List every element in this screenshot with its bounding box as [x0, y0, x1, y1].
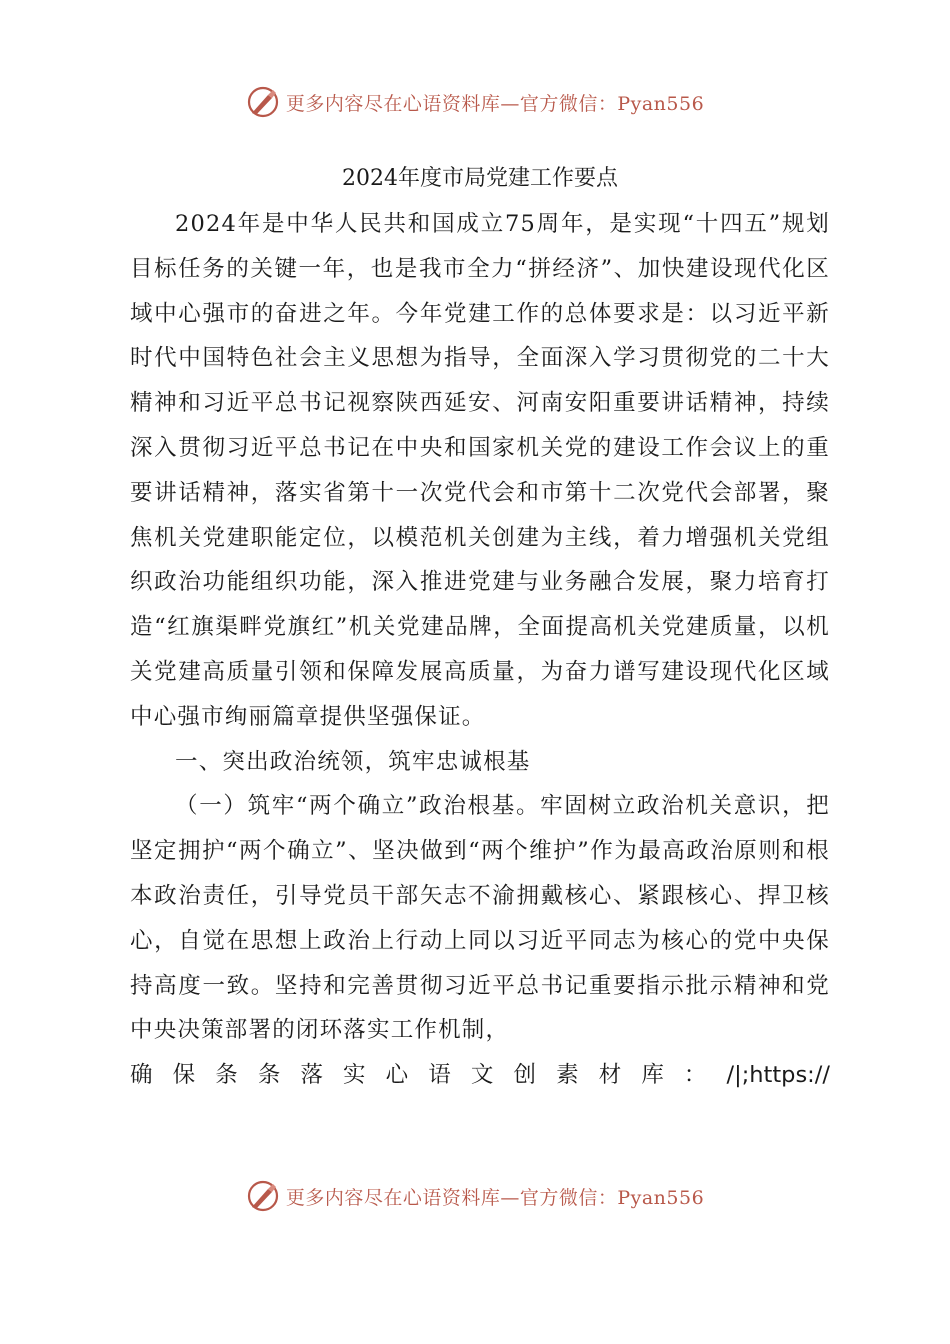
tail-char: 创	[513, 1062, 536, 1089]
pen-logo-icon	[246, 85, 280, 119]
tail-char: 条	[215, 1062, 238, 1089]
watermark-banner-top	[0, 82, 950, 122]
tail-link-text: /|;https://	[726, 1062, 830, 1089]
tail-char: 实	[343, 1062, 366, 1089]
tail-char: 材	[598, 1062, 622, 1089]
intro-paragraph: 2024年是中华人民共和国成立75周年，是实现“十四五”规划目标任务的关键一年，也是我市全力“拼经济”、加快建设现代化区域中心强市的奋进之年。今年党建工作的总体要求是：以习近平新时代中国特色社会主义思想为指导，全面深入学习贯彻党的二十大精神和习近平总书记视察陕西延安、河南安阳重要讲话精神，持续深入贯彻习近平总书记在中央和国家机关党的建设工作会议上的重要讲话精神，落实省第十一次党代会和市第十二次党代会部署，聚焦机关党建职能定位，以模范机关创建为主线，着力增强机关党组织政治功能组织功能，深入推进党建与业务融合发展，聚力培育打造“红旗渠畔党旗红”机关党建品牌，全面提高机关党建质量，以机关党建高质量引领和保障发展高质量，为奋力谱写建设现代化区域中心强市绚丽篇章提供坚强保证。	[130, 211, 830, 730]
pen-logo-icon	[246, 1179, 280, 1213]
tail-char: 素	[556, 1062, 579, 1089]
watermark-banner-bottom	[0, 1176, 950, 1216]
document-title: 2024年度市局党建工作要点	[342, 166, 618, 191]
tail-char: 心	[385, 1062, 409, 1089]
tail-char: ：	[683, 1062, 707, 1089]
tail-char: 语	[428, 1062, 451, 1089]
tail-char: 落	[300, 1062, 323, 1089]
tail-char: 库	[641, 1062, 664, 1089]
watermark-text: 更多内容尽在心语资料库—官方微信：Pyan556	[285, 92, 705, 115]
watermark-text: 更多内容尽在心语资料库—官方微信：Pyan556	[285, 1186, 705, 1209]
tail-char: 确	[130, 1062, 153, 1089]
section-paragraph: （一）筑牢“两个确立”政治根基。牢固树立政治机关意识，把坚定拥护“两个确立”、坚决做到“两个维护”作为最高政治原则和根本政治责任，引导党员干部矢志不渝拥戴核心、紧跟核心、捍卫核心，自觉在思想上政治上行动上同以习近平同志为核心的党中央保持高度一致。坚持和完善贯彻习近平总书记重要指示批示精神和党中央决策部署的闭环落实工作机制，	[130, 793, 830, 1044]
document-body	[130, 160, 830, 1098]
section-heading: 一、突出政治统领，筑牢忠诚根基	[175, 748, 531, 775]
tail-char: 保	[172, 1062, 196, 1089]
tail-char: 条	[257, 1062, 281, 1089]
tail-char: 文	[470, 1062, 494, 1089]
spaced-tail-line	[130, 1053, 830, 1098]
